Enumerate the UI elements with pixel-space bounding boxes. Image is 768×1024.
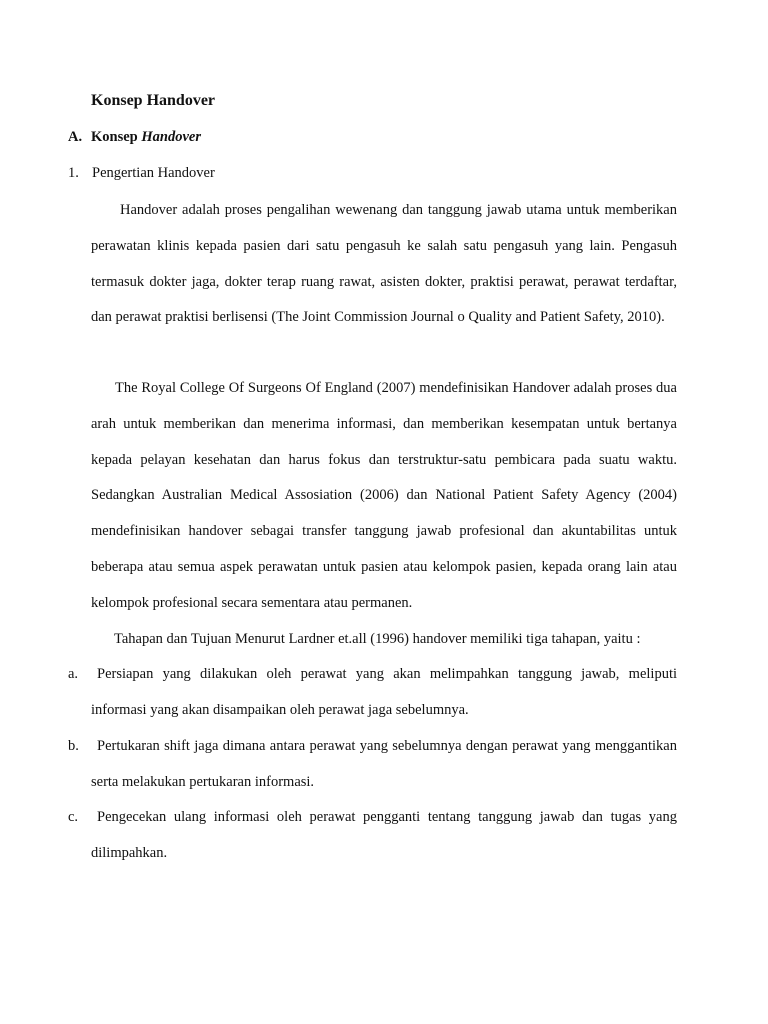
list-item-text: Pengecekan ulang informasi oleh perawat pengganti tentang tanggung jawab dan tugas yang dilimpahkan. (91, 809, 677, 861)
document-title: Konsep Handover (91, 92, 216, 109)
subsection-label: Pengertian Handover (92, 165, 215, 181)
list-marker: b. (68, 738, 79, 754)
subsection-heading (68, 165, 215, 182)
list-item (68, 729, 677, 801)
paragraph-definition: Handover adalah proses pengalihan wewenang dan tanggung jawab utama untuk memberikan perawatan klinis kepada pasien dari satu pengasuh ke salah satu pengasuh yang lain. Pengasuh termasuk dokter jaga, dokter terap ruang rawat, asisten dokter, praktisi perawat, perawat terdaftar, dan perawat praktisi berlisensi (The Joint Commission Journal o Quality and Patient Safety, 2010). (91, 202, 677, 326)
section-label: Konsep (91, 129, 138, 145)
list-marker: a. (68, 666, 79, 682)
section-heading (68, 129, 201, 146)
paragraph-stages-intro: Tahapan dan Tujuan Menurut Lardner et.all (1996) handover memiliki tiga tahapan, yaitu : (114, 631, 641, 647)
paragraph-royal-college: The Royal College Of Surgeons Of England (2007) mendefinisikan Handover adalah proses dua arah untuk memberikan dan menerima informasi, dan memberikan kesempatan untuk bertanya kepada pelayan kesehatan dan harus fokus dan terstruktur-satu pembicara pada suatu waktu. Sedangkan Australian Medical Assosiation (2006) dan National Patient Safety Agency (2004) mendefinisikan handover sebagai transfer tanggung jawab profesional dan akuntabilitas untuk beberapa atau semua aspek perawatan untuk pasien atau kelompok pasien, kepada orang lain atau kelompok profesional secara sementara atau permanen. (91, 380, 677, 611)
list-item (68, 800, 677, 872)
section-label-italic: Handover (141, 129, 201, 145)
list-item (68, 657, 677, 729)
subsection-number: 1. (68, 165, 79, 181)
list-item-text: Pertukaran shift jaga dimana antara perawat yang sebelumnya dengan perawat yang menggantikan serta melakukan pertukaran informasi. (91, 738, 677, 790)
list-marker: c. (68, 809, 79, 825)
list-item-text: Persiapan yang dilakukan oleh perawat yang akan melimpahkan tanggung jawab, meliputi informasi yang akan disampaikan oleh perawat jaga sebelumnya. (91, 666, 677, 718)
section-letter: A. (68, 129, 83, 145)
